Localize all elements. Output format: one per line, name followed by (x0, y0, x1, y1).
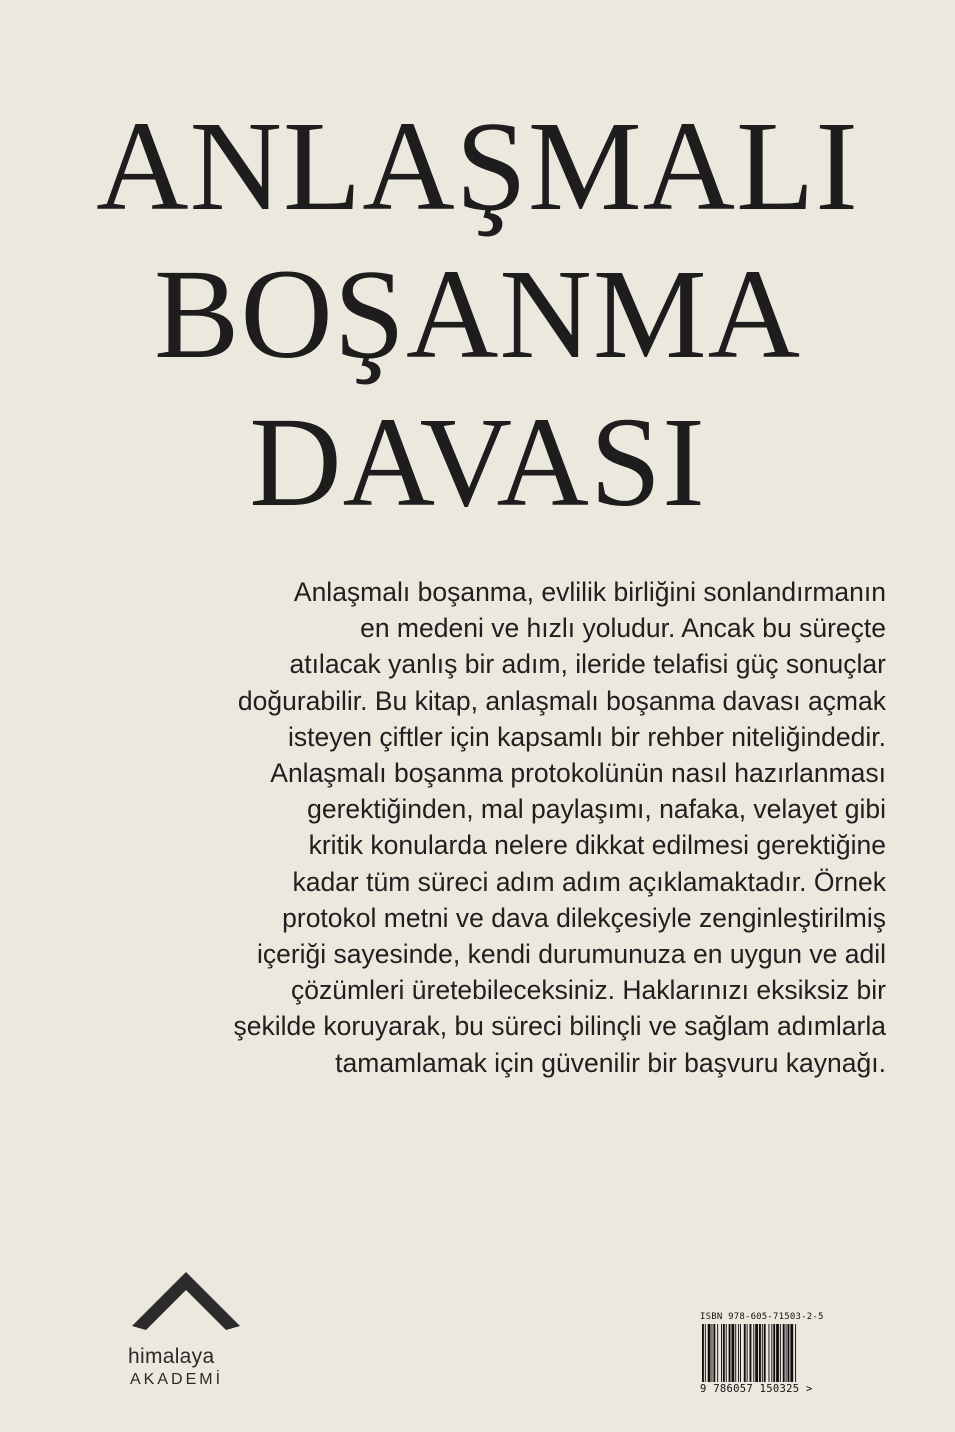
blurb-line: şekilde koruyarak, bu süreci bilinçli ve sağlam adımlarla (233, 1011, 886, 1042)
title-line-2: BOŞANMA (153, 243, 802, 385)
isbn-barcode (700, 1312, 830, 1402)
book-title (0, 92, 955, 536)
blurb-line: en medeni ve hızlı yoludur. Ancak bu süreçte (360, 613, 886, 644)
blurb-line: atılacak yanlış bir adım, ileride telafisi güç sonuçlar (289, 649, 886, 680)
blurb-line: kadar tüm süreci adım adım açıklamaktadır. Örnek (292, 866, 886, 897)
title-line-3: DAVASI (249, 391, 706, 533)
publisher-name: himalaya (128, 1345, 215, 1368)
blurb-line: çözümleri üretebileceksiniz. Haklarınızı eksiksiz bir (291, 975, 886, 1006)
publisher-subname: AKADEMİ (130, 1371, 224, 1388)
title-line-1: ANLAŞMALI (96, 95, 859, 237)
blurb-line: doğurabilir. Bu kitap, anlaşmalı boşanma davası açmak (237, 685, 886, 716)
blurb-line: Anlaşmalı boşanma, evlilik birliğini sonlandırmanın (293, 577, 886, 607)
blurb-line: içeriği sayesinde, kendi durumunuza en uygun ve adil (256, 939, 886, 970)
isbn-label: ISBN 978-605-71503-2-5 (700, 1312, 824, 1322)
publisher-logo (124, 1268, 254, 1398)
barcode-bars (700, 1324, 828, 1382)
blurb-line: isteyen çiftler için kapsamlı bir rehber niteliğindedir. (288, 721, 886, 752)
blurb-line: gerektiğinden, mal paylaşımı, nafaka, velayet gibi (307, 794, 886, 825)
barcode-digits: 9 786057 150325 > (700, 1383, 813, 1395)
blurb-line: kritik konularda nelere dikkat edilmesi gerektiğine (308, 830, 886, 861)
blurb-line: protokol metni ve dava dilekçesiyle zenginleştirilmiş (282, 902, 886, 933)
blurb-line: Anlaşmalı boşanma protokolünün nasıl hazırlanması (270, 758, 886, 789)
back-cover-blurb (100, 574, 886, 1081)
chevron-up-logo-icon (128, 1268, 244, 1334)
blurb-line: tamamlamak için güvenilir bir başvuru kaynağı. (335, 1047, 886, 1078)
